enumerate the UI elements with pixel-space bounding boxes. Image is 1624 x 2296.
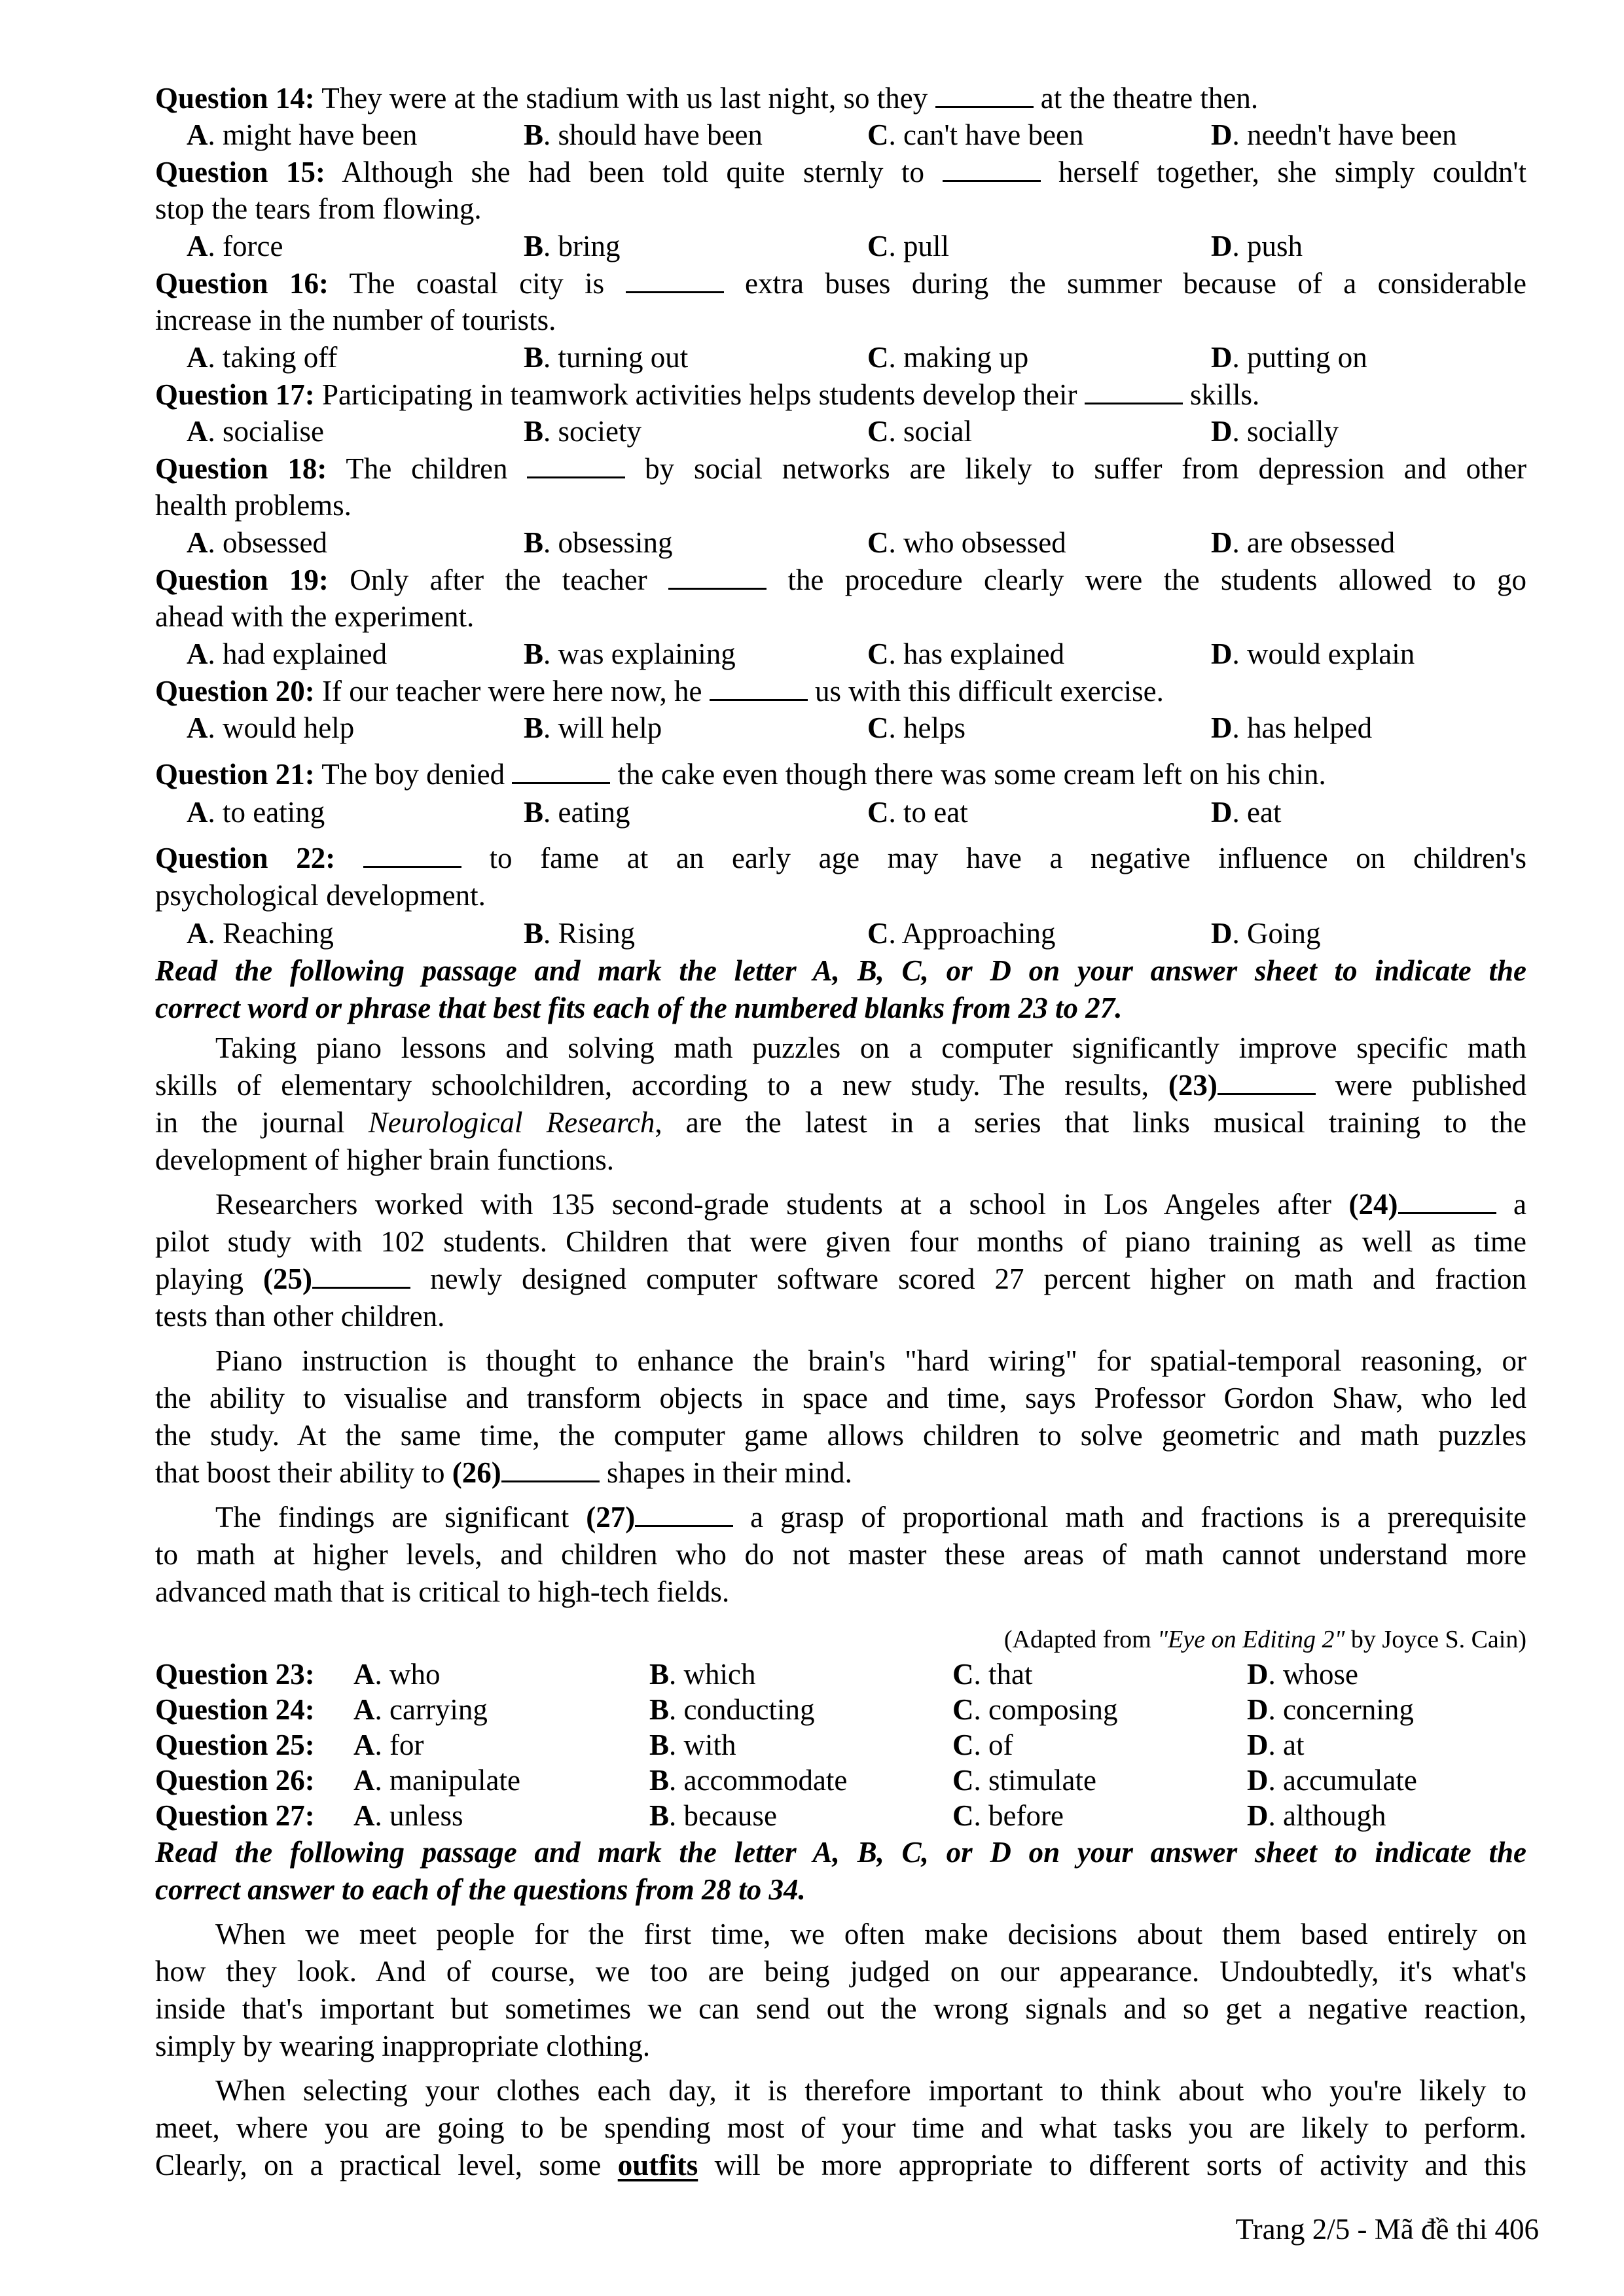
option-d[interactable]: D. push xyxy=(1211,230,1303,262)
question-label: Question 21: xyxy=(155,758,315,791)
option-b[interactable]: B. will help xyxy=(524,711,662,744)
option-d[interactable]: D. whose xyxy=(1247,1658,1358,1691)
question-15-cont: stop the tears from flowing. xyxy=(155,192,482,225)
option-c[interactable]: C. who obsessed xyxy=(867,526,1066,559)
passage-line: When selecting your clothes each day, it is therefore important to think about who you're likely to xyxy=(215,2074,1526,2107)
question-22-cont: psychological development. xyxy=(155,879,486,912)
passage-line: tests than other children. xyxy=(155,1300,445,1333)
option-d[interactable]: D. needn't have been xyxy=(1211,118,1457,151)
option-c[interactable]: C. before xyxy=(952,1799,1064,1832)
question-22 xyxy=(155,840,1526,876)
question-label: Question 18: xyxy=(155,452,327,485)
option-d[interactable]: D. putting on xyxy=(1211,341,1367,374)
option-b[interactable]: B. eating xyxy=(524,796,630,829)
passage-line: The findings are significant (27) a grasp of proportional math and fractions is a prerequisite xyxy=(215,1501,1527,1534)
answer-blank xyxy=(935,84,1034,108)
option-b[interactable]: B. should have been xyxy=(524,118,763,151)
question-17 xyxy=(155,376,1526,413)
question-18-cont: health problems. xyxy=(155,489,352,522)
passage-line: skills of elementary schoolchildren, according to a new study. The results, (23) were published xyxy=(155,1069,1526,1102)
option-d[interactable]: D. although xyxy=(1247,1799,1386,1832)
answer-blank xyxy=(1398,1190,1496,1214)
passage-line: the ability to visualise and transform objects in space and time, says Professor Gordon Shaw, who led xyxy=(155,1382,1526,1414)
option-b[interactable]: B. society xyxy=(524,415,641,448)
option-c[interactable]: C. can't have been xyxy=(867,118,1084,151)
option-a[interactable]: A. manipulate xyxy=(353,1764,520,1797)
question-label: Question 25: xyxy=(155,1729,315,1761)
question-label: Question 23: xyxy=(155,1658,315,1691)
passage-line: meet, where you are going to be spending most of your time and what tasks you are likely to perform. xyxy=(155,2111,1526,2144)
option-c[interactable]: C. social xyxy=(867,415,972,448)
option-c[interactable]: C. pull xyxy=(867,230,950,262)
answer-blank xyxy=(635,1503,733,1527)
passage-line: the study. At the same time, the computer game allows children to solve geometric and math puzzles xyxy=(155,1419,1526,1452)
question-text: The children xyxy=(346,452,508,485)
question-text: the cake even though there was some cream left on his chin. xyxy=(617,758,1326,791)
option-c[interactable]: C. Approaching xyxy=(867,917,1056,950)
question-text: The boy denied xyxy=(321,758,505,791)
passage-line: pilot study with 102 students. Children that were given four months of piano training as well as time xyxy=(155,1225,1526,1258)
question-text: at the theatre then. xyxy=(1040,82,1259,115)
option-a[interactable]: A. might have been xyxy=(187,118,418,151)
option-a[interactable]: A. obsessed xyxy=(187,526,327,559)
passage-line: advanced math that is critical to high-tech fields. xyxy=(155,1575,730,1608)
option-a[interactable]: A. socialise xyxy=(187,415,324,448)
option-c[interactable]: C. composing xyxy=(952,1693,1118,1726)
option-c[interactable]: C. to eat xyxy=(867,796,968,829)
question-text: They were at the stadium with us last night, so they xyxy=(321,82,928,115)
option-b[interactable]: B. which xyxy=(649,1658,756,1691)
option-a[interactable]: A. had explained xyxy=(187,637,388,670)
question-label: Question 16: xyxy=(155,267,329,300)
passage-line: to math at higher levels, and children who do not master these areas of math cannot understand more xyxy=(155,1538,1526,1571)
option-b[interactable]: B. Rising xyxy=(524,917,636,950)
question-19 xyxy=(155,562,1526,598)
option-b[interactable]: B. with xyxy=(649,1729,736,1761)
answer-blank xyxy=(626,269,724,293)
blank-number: (27) xyxy=(586,1501,636,1534)
question-20 xyxy=(155,673,1526,709)
option-d[interactable]: D. eat xyxy=(1211,796,1282,829)
option-a[interactable]: A. taking off xyxy=(187,341,338,374)
option-c[interactable]: C. making up xyxy=(867,341,1029,374)
passage-line: Researchers worked with 135 second-grade students at a school in Los Angeles after (24) a xyxy=(215,1188,1527,1221)
option-d[interactable]: D. has helped xyxy=(1211,711,1373,744)
option-a[interactable]: A. unless xyxy=(353,1799,463,1832)
question-label: Question 26: xyxy=(155,1764,315,1797)
option-a[interactable]: A. Reaching xyxy=(187,917,334,950)
passage-line: playing (25) newly designed computer software scored 27 percent higher on math and fraction xyxy=(155,1263,1526,1295)
answer-blank xyxy=(527,454,625,478)
page-footer: Trang 2/5 - Mã đề thi 406 xyxy=(1235,2213,1539,2246)
blank-number: (24) xyxy=(1348,1188,1398,1221)
passage-line: how they look. And of course, we too are being judged on our appearance. Undoubtedly, it's what's xyxy=(155,1955,1526,1988)
question-16 xyxy=(155,265,1526,302)
question-text: Participating in teamwork activities helps students develop their xyxy=(322,378,1077,411)
question-label: Question 19: xyxy=(155,564,329,596)
blank-number: (23) xyxy=(1168,1069,1218,1102)
option-b[interactable]: B. obsessing xyxy=(524,526,673,559)
answer-blank xyxy=(501,1458,600,1482)
question-text: extra buses during the summer because of a considerable xyxy=(745,267,1527,300)
question-21 xyxy=(155,756,1526,793)
option-a[interactable]: A. force xyxy=(187,230,283,262)
option-b[interactable]: B. was explaining xyxy=(524,637,736,670)
question-label: Question 14: xyxy=(155,82,315,115)
section-instruction-reading-cont: correct answer to each of the questions from 28 to 34. xyxy=(155,1873,806,1906)
option-c[interactable]: C. of xyxy=(952,1729,1013,1761)
passage-source: (Adapted from "Eye on Editing 2" by Joyce S. Cain) xyxy=(1003,1626,1526,1653)
option-c[interactable]: C. has explained xyxy=(867,637,1065,670)
option-a[interactable]: A. who xyxy=(353,1658,441,1691)
passage-line: simply by wearing inappropriate clothing. xyxy=(155,2030,651,2062)
option-b[interactable]: B. bring xyxy=(524,230,621,262)
passage-line: in the journal Neurological Research, are the latest in a series that links musical training to the xyxy=(155,1106,1526,1139)
blank-number: (25) xyxy=(263,1263,313,1295)
answer-blank xyxy=(512,760,610,784)
underlined-word: outfits xyxy=(617,2149,698,2181)
option-d[interactable]: D. concerning xyxy=(1247,1693,1414,1726)
question-label: Question 24: xyxy=(155,1693,315,1726)
option-c[interactable]: C. helps xyxy=(867,711,965,744)
passage-line: Taking piano lessons and solving math puzzles on a computer significantly improve specific math xyxy=(215,1031,1526,1064)
answer-blank xyxy=(943,158,1041,182)
option-a[interactable]: A. carrying xyxy=(353,1693,488,1726)
question-label: Question 15: xyxy=(155,156,326,188)
option-c[interactable]: C. stimulate xyxy=(952,1764,1096,1797)
blank-number: (26) xyxy=(452,1456,501,1489)
option-a[interactable]: A. would help xyxy=(187,711,355,744)
question-text: If our teacher were here now, he xyxy=(322,675,702,708)
option-b[interactable]: B. accommodate xyxy=(649,1764,848,1797)
section-instruction-cloze-cont: correct word or phrase that best fits each of the numbered blanks from 23 to 27. xyxy=(155,992,1123,1024)
passage-line: Piano instruction is thought to enhance the brain's "hard wiring" for spatial-temporal reasoning, or xyxy=(215,1344,1526,1377)
option-d[interactable]: D. are obsessed xyxy=(1211,526,1396,559)
question-label: Question 22: xyxy=(155,842,336,874)
question-label: Question 20: xyxy=(155,675,315,708)
passage-line: development of higher brain functions. xyxy=(155,1143,615,1176)
option-d[interactable]: D. accumulate xyxy=(1247,1764,1417,1797)
question-label: Question 27: xyxy=(155,1799,315,1832)
option-c[interactable]: C. that xyxy=(952,1658,1033,1691)
option-a[interactable]: A. for xyxy=(353,1729,424,1761)
option-a[interactable]: A. to eating xyxy=(187,796,325,829)
option-b[interactable]: B. because xyxy=(649,1799,777,1832)
passage-line: inside that's important but sometimes we can send out the wrong signals and so get a negative reaction, xyxy=(155,1992,1526,2025)
question-15 xyxy=(155,154,1526,190)
passage-line: When we meet people for the first time, we often make decisions about them based entirely on xyxy=(215,1918,1526,1950)
answer-blank xyxy=(1085,380,1183,404)
option-d[interactable]: D. would explain xyxy=(1211,637,1415,670)
question-label: Question 17: xyxy=(155,378,315,411)
question-text: herself together, she simply couldn't xyxy=(1058,156,1526,188)
question-text: the procedure clearly were the students allowed to go xyxy=(787,564,1527,596)
option-b[interactable]: B. conducting xyxy=(649,1693,815,1726)
question-18 xyxy=(155,450,1526,487)
question-text: skills. xyxy=(1190,378,1260,411)
answer-blank xyxy=(312,1265,410,1289)
question-text: to fame at an early age may have a negative influence on children's xyxy=(489,842,1527,874)
section-instruction-reading: Read the following passage and mark the letter A, B, C, or D on your answer sheet to indicate the xyxy=(155,1836,1526,1869)
question-16-cont: increase in the number of tourists. xyxy=(155,304,556,336)
question-text: by social networks are likely to suffer from depression and other xyxy=(645,452,1527,485)
answer-blank xyxy=(710,677,808,701)
answer-blank xyxy=(363,844,461,868)
passage-line: that boost their ability to (26) shapes in their mind. xyxy=(155,1456,852,1489)
question-text: Only after the teacher xyxy=(350,564,647,596)
answer-blank xyxy=(668,565,767,590)
option-d[interactable]: D. at xyxy=(1247,1729,1305,1761)
section-instruction-cloze: Read the following passage and mark the letter A, B, C, or D on your answer sheet to indicate the xyxy=(155,954,1526,987)
question-text: Although she had been told quite sternly to xyxy=(342,156,925,188)
question-text: The coastal city is xyxy=(349,267,605,300)
question-text: us with this difficult exercise. xyxy=(815,675,1164,708)
journal-title: Neurological Research xyxy=(368,1106,655,1139)
question-14 xyxy=(155,80,1526,117)
option-d[interactable]: D. Going xyxy=(1211,917,1321,950)
option-d[interactable]: D. socially xyxy=(1211,415,1339,448)
question-19-cont: ahead with the experiment. xyxy=(155,600,475,633)
passage-line: Clearly, on a practical level, some outfits will be more appropriate to different sorts of activity and this xyxy=(155,2149,1527,2181)
option-b[interactable]: B. turning out xyxy=(524,341,689,374)
answer-blank xyxy=(1218,1071,1316,1095)
